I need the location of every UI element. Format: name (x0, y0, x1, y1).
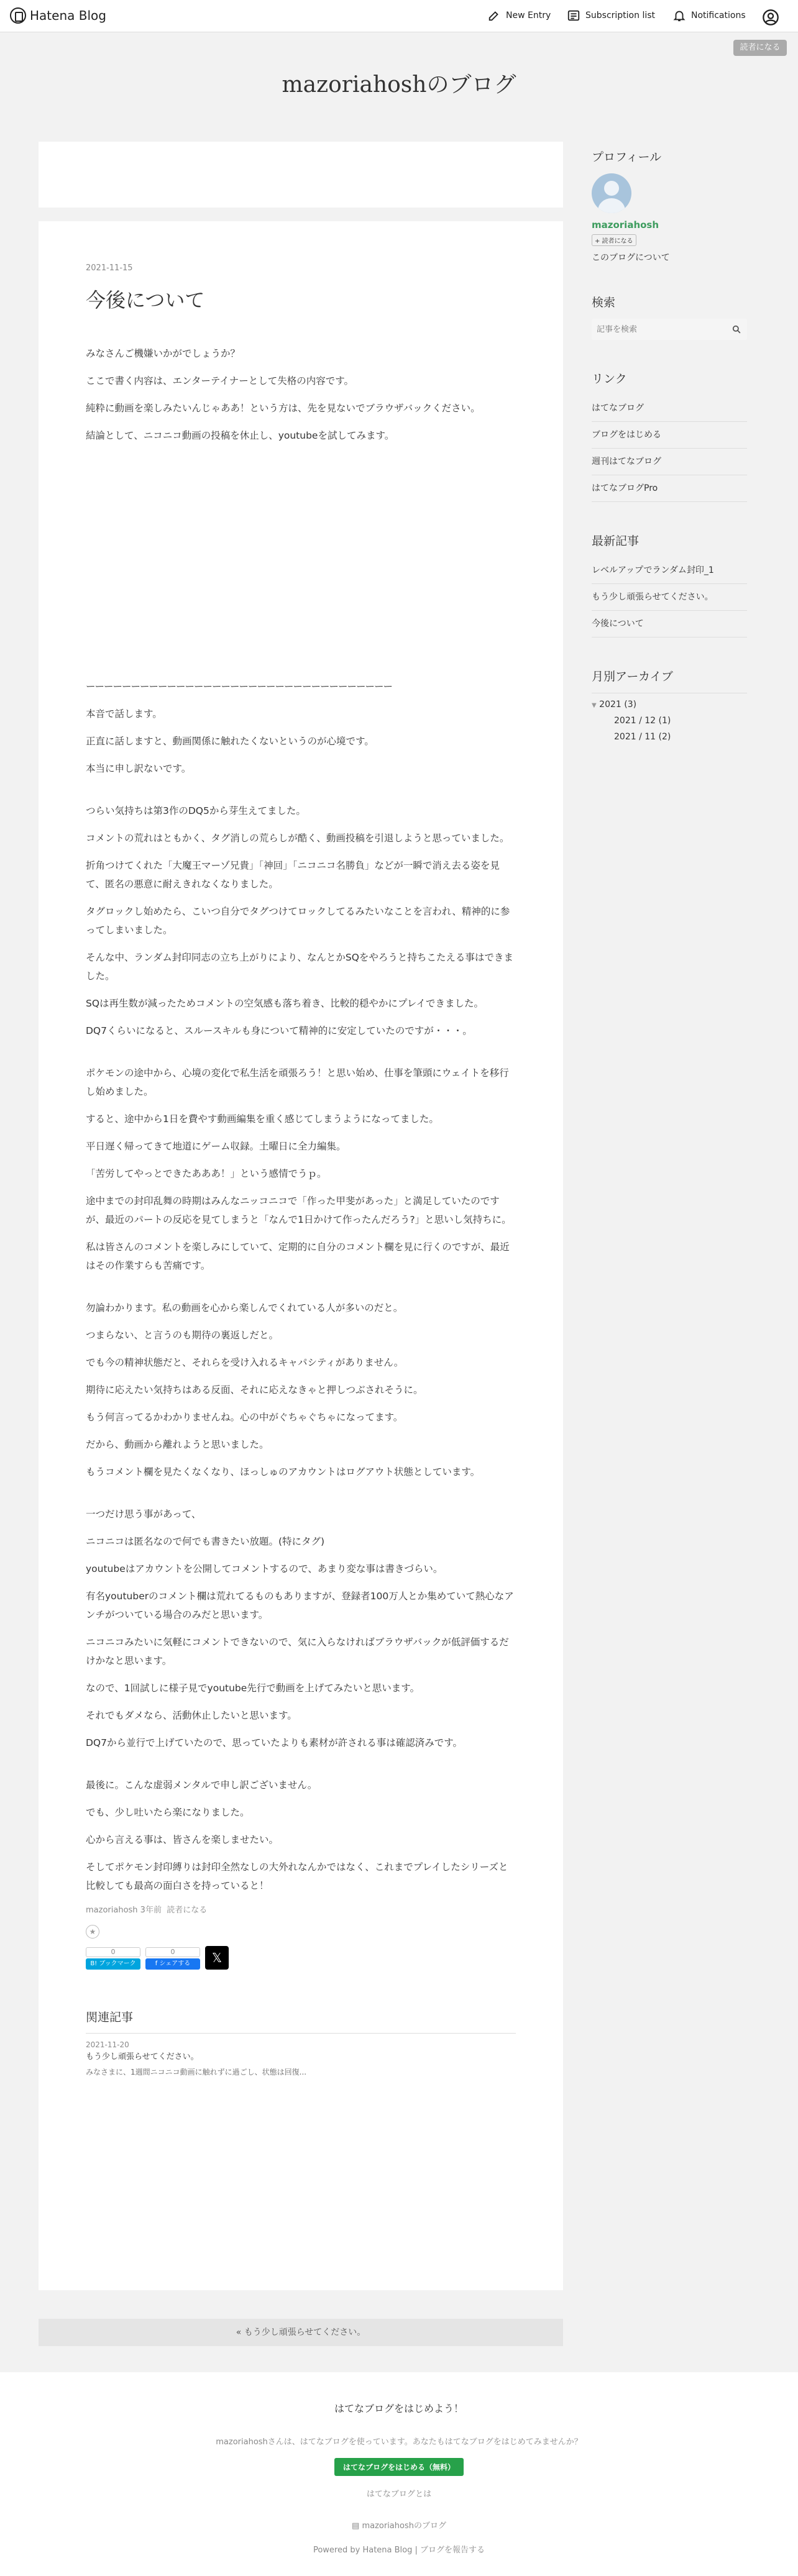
profile-reader-button[interactable]: + 読者になる (592, 234, 636, 246)
article-footer-meta (86, 1901, 516, 1920)
page-footer (0, 2372, 798, 2576)
user-icon (762, 9, 779, 26)
about-blog-link[interactable]: このブログについて (592, 253, 670, 263)
star-icon[interactable]: ★ (86, 1925, 99, 1939)
article-paragraph: 一つだけ思う事があって、 (86, 1509, 201, 1520)
new-entry-label: New Entry (506, 11, 551, 21)
facebook-icon: f (155, 1960, 160, 1967)
new-entry-button[interactable] (487, 9, 551, 22)
links-heading: リンク (592, 372, 627, 386)
sidebar (592, 148, 747, 742)
chevron-down-icon[interactable]: ▼ (592, 702, 597, 709)
subscription-list-label: Subscription list (585, 11, 655, 21)
search-input[interactable] (592, 319, 722, 340)
article-paragraph: 結論として、ニコニコ動画の投稿を休止し、youtubeを試してみます。 (86, 430, 395, 441)
article-paragraph: 心から言える事は、皆さんを楽しませたい。 (86, 1834, 279, 1845)
hatebu-button[interactable] (86, 1947, 140, 1970)
subscribe-reader-button[interactable]: 読者になる (733, 40, 787, 56)
article-paragraph: もう何言ってるかわかりませんね。心の中がぐちゃぐちゃになってます。 (86, 1412, 403, 1423)
blog-title[interactable]: mazoriahoshのブログ (282, 72, 516, 98)
article-paragraph: 平日遅く帰ってきて地道にゲーム収録。土曜日に全力編集。 (86, 1141, 346, 1152)
article-paragraph: DQ7くらいになると、スルースキルも身について精神的に安定していたのですが・・・。 (86, 1025, 472, 1036)
article-paragraph: 期待に応えたい気持ちはある反面、それに応えなきゃと押しつぶされそうに。 (86, 1384, 423, 1395)
sidebar-link[interactable]: はてなブログPro (592, 475, 747, 502)
start-blog-button[interactable]: はてなブログをはじめる（無料） (334, 2458, 464, 2476)
article-paragraph: でも今の精神状態だと、それらを受け入れるキャパシティがありません。 (86, 1357, 404, 1368)
related-excerpt: みなさまに、1週間ニコニコ動画に触れずに過ごし、状態は回復... (86, 2068, 307, 2076)
archive-month-link[interactable]: 2021 / 12 (1) (614, 716, 671, 726)
blog-icon: ▤ (352, 2521, 362, 2531)
article-paragraph: ニコニコみたいに気軽にコメントできないので、気に入らなければブラウザバックが低評価するだけかなと思います。 (86, 1637, 509, 1666)
footer-blog-link-text: mazoriahoshのブログ (362, 2521, 446, 2531)
x-share-icon[interactable]: 𝕏 (205, 1946, 229, 1970)
start-blog-title: はてなブログをはじめよう！ (334, 2403, 464, 2414)
sidebar-link[interactable]: 週刊はてなブログ (592, 449, 747, 475)
article-paragraph: 本音で話します。 (86, 708, 162, 719)
article-paragraph: 私は皆さんのコメントを楽しみにしていて、定期的に自分のコメント欄を見に行くのですが、最近はその作業すらも苦痛です。 (86, 1241, 510, 1271)
archive-year[interactable] (592, 693, 747, 710)
recent-heading: 最新記事 (592, 534, 640, 548)
search-box (592, 319, 747, 340)
logo-text: Hatena Blog (30, 8, 106, 23)
article-body (86, 344, 516, 2078)
article-paragraph: 「苦労してやっとできたあああ！」という感情でうｐ。 (86, 1168, 327, 1179)
ad-area (39, 142, 563, 208)
article-paragraph: だから、動画から離れようと思いました。 (86, 1439, 269, 1450)
hatena-blog-logo[interactable] (10, 7, 106, 24)
hatena-logo-icon (10, 7, 26, 24)
profile-heading: プロフィール (592, 150, 662, 164)
facebook-label-text: シェアする (159, 1960, 191, 1967)
article-date[interactable]: 2021-11-15 (86, 263, 133, 273)
article-paragraph: もうコメント欄を見たくなくなり、ほっしゅのアカウントはログアウト状態としています。 (86, 1466, 480, 1478)
footer-blog-link[interactable] (0, 2519, 798, 2531)
hatebu-count: 0 (86, 1947, 140, 1957)
powered-line: Powered by Hatena Blog | ブログを報告する (313, 2546, 485, 2555)
article-paragraph: そんな中、ランダム封印同志の立ち上がりにより、なんとかSQをやろうと持ちこたえる事はできました。 (86, 952, 513, 982)
related-heading: 関連記事 (86, 2008, 516, 2034)
footer-reader-link[interactable]: 読者になる (167, 1906, 208, 1915)
article-paragraph: DQ7から並行で上げていたので、思っていたよりも素材が許される事は確認済みです。 (86, 1737, 462, 1748)
article-paragraph: つまらない、と言うのも期待の裏返しだと。 (86, 1330, 279, 1341)
search-icon[interactable] (732, 325, 741, 334)
related-title[interactable]: もう少し頑張らせてください。 (86, 2052, 199, 2062)
article (39, 221, 563, 2290)
archive-month-link[interactable]: 2021 / 11 (2) (614, 732, 671, 742)
article-paragraph: youtubeはアカウントを公開してコメントするので、あまり変な事は書きづらい。 (86, 1563, 443, 1574)
sidebar-link[interactable]: ブログをはじめる (592, 422, 747, 449)
article-paragraph: そしてポケモン封印縛りは封印全然なしの大外れなんかではなく、これまでプレイしたシリーズと比較しても最高の面白さを持っていると！ (86, 1861, 508, 1891)
pencil-icon (487, 9, 501, 22)
facebook-count: 0 (145, 1947, 200, 1957)
article-paragraph: すると、途中から1日を費やす動画編集を重く感じてしまうようになってました。 (86, 1113, 439, 1125)
article-paragraph: タグロックし始めたら、こいつ自分でタグつけてロックしてるみたいなことを言われ、精神的に参ってしまいました。 (86, 906, 510, 936)
article-paragraph: 最後に。こんな虚弱メンタルで申し訳ございません。 (86, 1779, 318, 1791)
article-paragraph: 途中までの封印乱舞の時期はみんなニッコニコで「作った甲斐があった」と満足していたのですが、最近のパートの反応を見てしまうと「なんで1日かけて作ったんだろう?」と思いし気持ちに。 (86, 1195, 511, 1225)
user-menu-button[interactable] (762, 9, 779, 26)
article-paragraph: 折角つけてくれた「大魔王マーゾ兄貴」「神回」「ニコニコ名勝負」などが一瞬で消え去る姿を見て、匿名の悪意に耐えきれなくなりました。 (86, 860, 500, 890)
recent-entry-link[interactable]: 今後について (592, 611, 747, 637)
article-paragraph: でも、少し吐いたら楽になりました。 (86, 1807, 250, 1818)
sidebar-link[interactable]: はてなブログ (592, 395, 747, 422)
report-blog-link[interactable]: ブログを報告する (420, 2546, 485, 2555)
article-paragraph: 有名youtuberのコメント欄は荒れてるものもありますが、登録者100万人とか集めていて熱心なアンチがついている場合のみだと思います。 (86, 1591, 514, 1620)
recent-entry-link[interactable]: もう少し頑張らせてください。 (592, 584, 747, 611)
search-heading: 検索 (592, 296, 616, 309)
article-paragraph: 正直に話しますと、動画関係に触れたくないというのが心境です。 (86, 736, 374, 747)
archive-heading: 月別アーカイブ (592, 670, 673, 683)
article-paragraph: SQは再生数が減ったためコメントの空気感も落ち着き、比較的穏やかにプレイできました。 (86, 998, 484, 1009)
divider-line: ーーーーーーーーーーーーーーーーーーーーーーーーーーーーーーーーーー (86, 681, 393, 692)
article-paragraph: それでもダメなら、活動休止したいと思います。 (86, 1710, 297, 1721)
profile-name[interactable]: mazoriahosh (592, 219, 659, 231)
article-paragraph: ここで書く内容は、エンターテイナーとして失格の内容です。 (86, 375, 354, 386)
article-title[interactable]: 今後について (86, 288, 205, 312)
about-hatena-blog-link[interactable]: はてなブログとは (366, 2490, 432, 2499)
facebook-label (145, 1958, 200, 1970)
facebook-share-button[interactable] (145, 1947, 200, 1970)
recent-entry-link[interactable]: レベルアップでランダム封印_1 (592, 557, 747, 584)
archive-year-label[interactable]: 2021 (3) (599, 700, 637, 710)
notifications-label: Notifications (691, 11, 746, 21)
article-paragraph: つらい気持ちは第3作のDQ5から芽生えてました。 (86, 805, 306, 816)
article-paragraph: ポケモンの途中から、心境の変化で私生活を頑張ろう！と思い始め、仕事を筆頭にウェイトを移行し始めました。 (86, 1067, 509, 1097)
embedded-media-space (86, 454, 516, 677)
reader-icon (567, 9, 580, 22)
powered-by-link[interactable]: Powered by Hatena Blog (313, 2546, 413, 2555)
article-paragraph: 勿論わかります。私の動画を心から楽しんでくれている人が多いのだと。 (86, 1302, 403, 1313)
hatebu-label: B! ブックマーク (86, 1958, 140, 1970)
article-paragraph: ニコニコは匿名なので何でも書きたい放題。(特にタグ) (86, 1536, 325, 1547)
share-buttons (86, 1946, 516, 1970)
bell-icon (672, 9, 686, 22)
notifications-button[interactable] (672, 9, 746, 22)
article-paragraph: なので、1回試しに様子見でyoutube先行で動画を上げてみたいと思います。 (86, 1683, 420, 1694)
top-bar (0, 0, 798, 32)
article-paragraph: みなさんご機嫌いかがでしょうか？ (86, 348, 241, 359)
next-entry-link[interactable]: « もう少し頑張らせてください。 (39, 2319, 563, 2346)
avatar[interactable] (592, 173, 631, 213)
related-entry[interactable] (86, 2039, 516, 2078)
start-blog-description: mazoriahoshさんは、はてなブログを使っています。あなたもはてなブログをはじめてみませんか？ (216, 2437, 582, 2447)
subscription-list-button[interactable] (567, 9, 655, 22)
article-paragraph: コメントの荒れはともかく、タグ消しの荒らしが酷く、動画投稿を引退しようと思っていました。 (86, 833, 510, 844)
article-paragraph: 本当に申し訳ないです。 (86, 763, 191, 774)
related-date: 2021-11-20 (86, 2040, 129, 2049)
author-link[interactable]: mazoriahosh 3年前 (86, 1906, 162, 1915)
article-paragraph: 純粋に動画を楽しみたいんじゃああ！という方は、先を見ないでブラウザバックください。 (86, 403, 480, 414)
